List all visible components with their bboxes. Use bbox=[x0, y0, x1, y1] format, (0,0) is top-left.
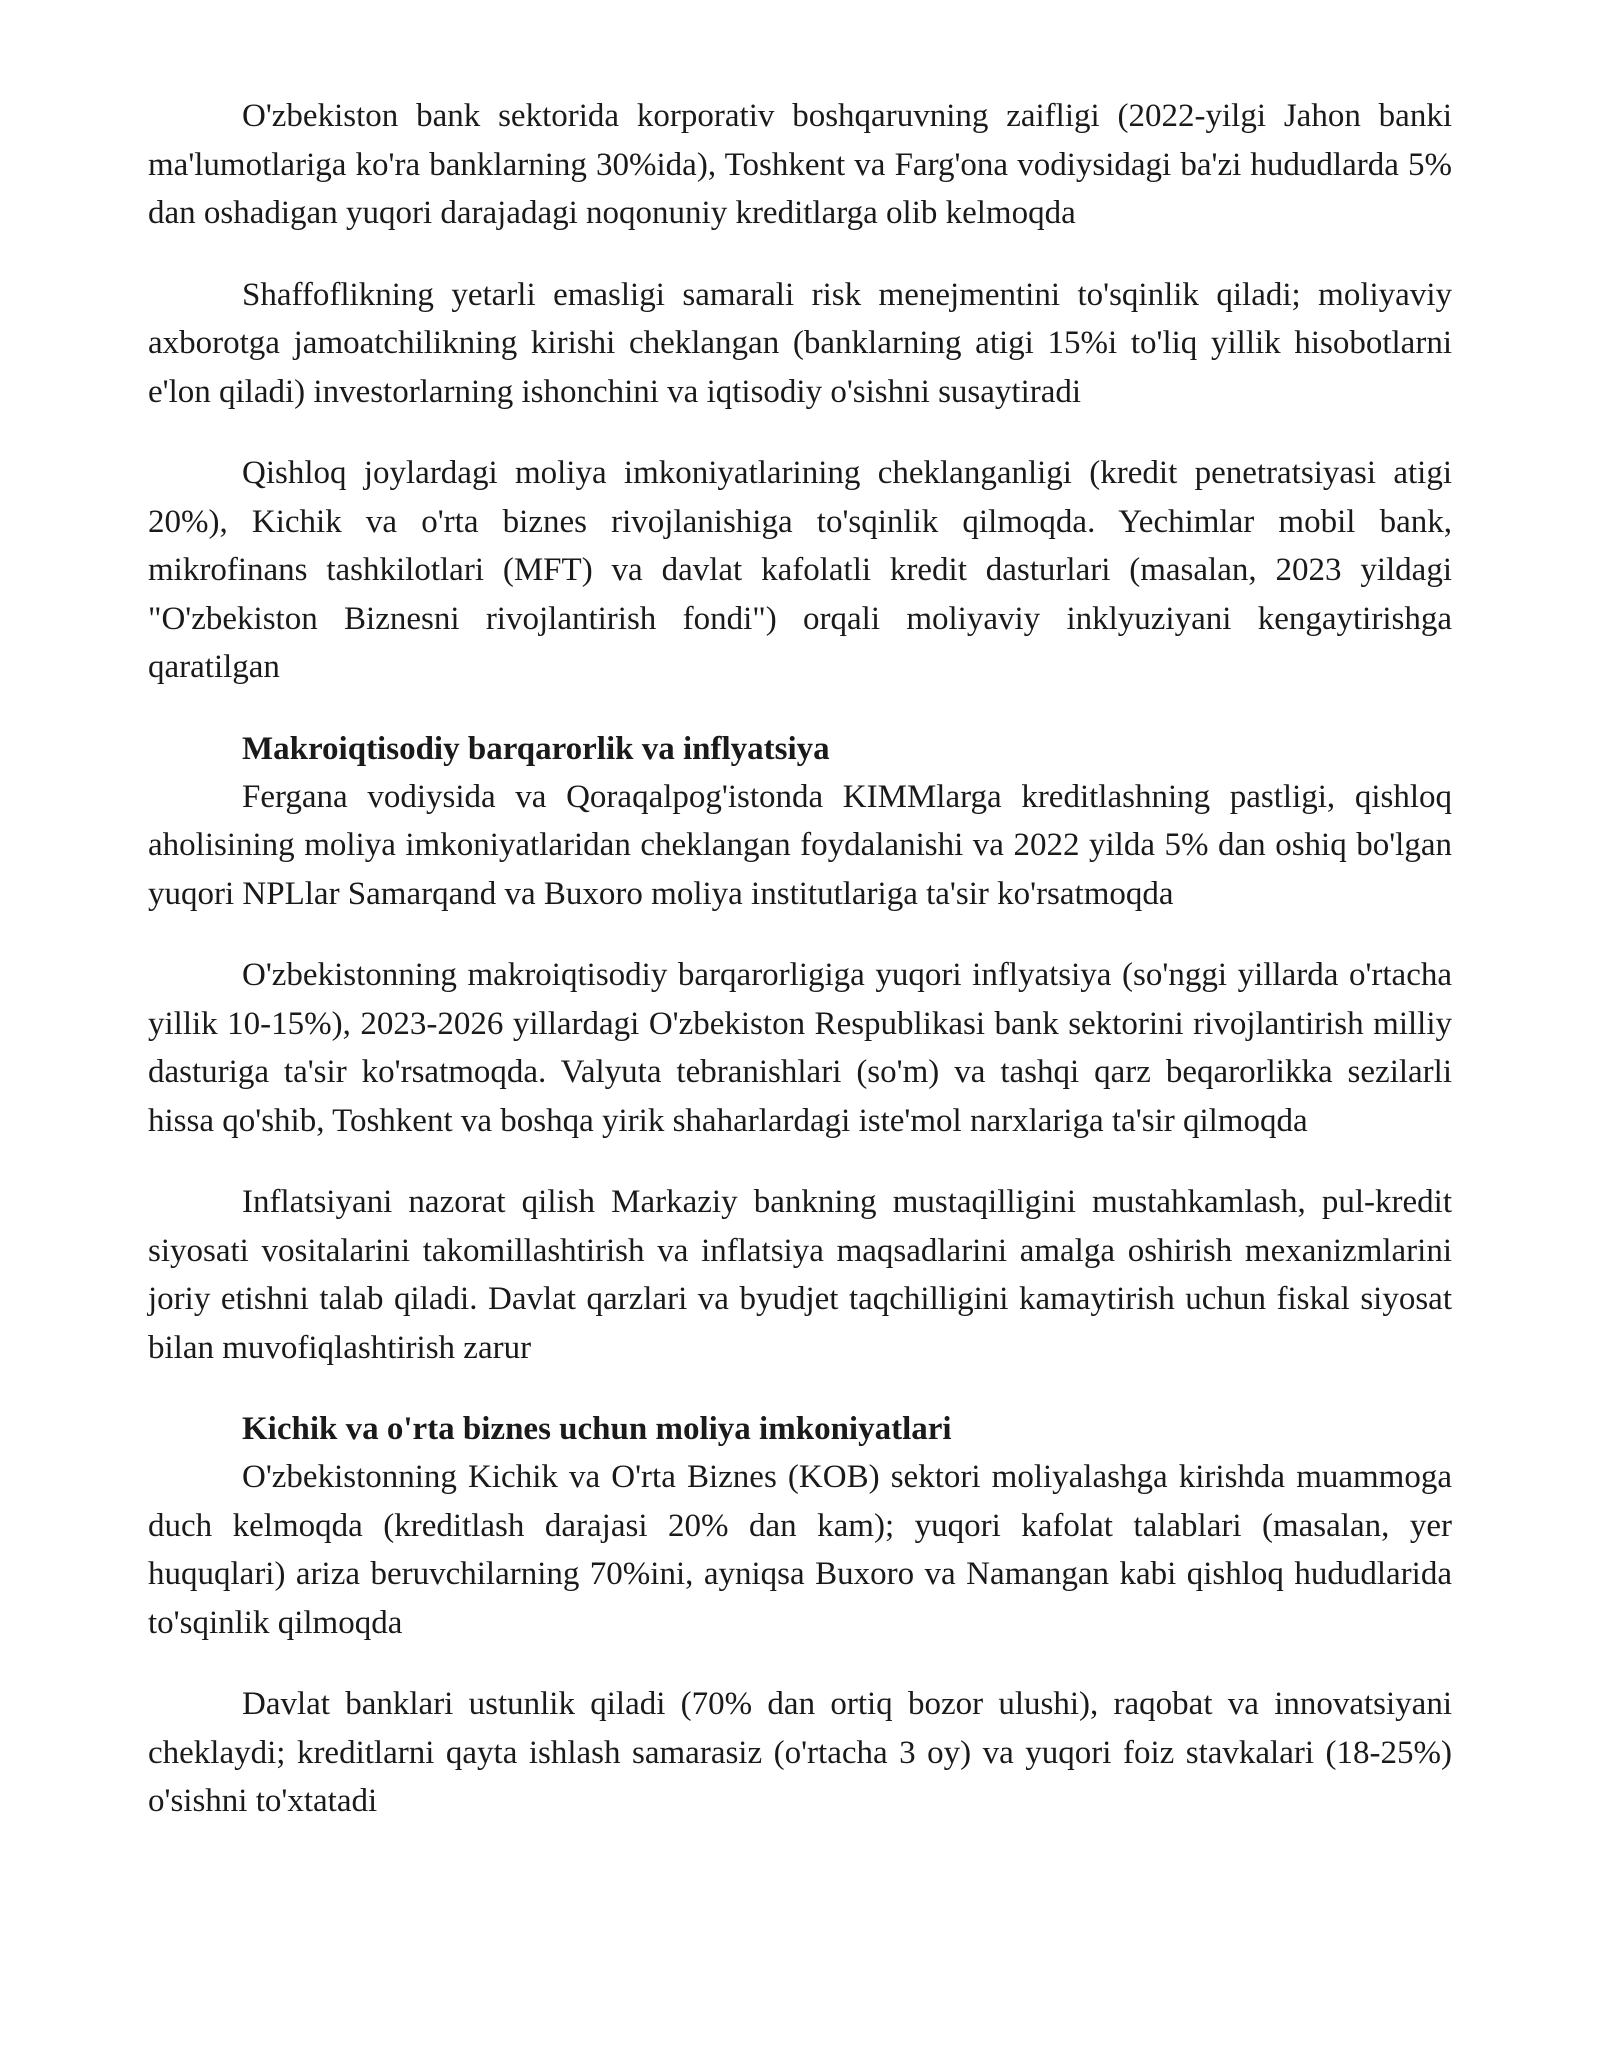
paragraph-rural-finance: Qishloq joylardagi moliya imkoniyatlarining cheklanganligi (kredit penetratsiyasi atigi 20%), Kichik va o'rta biznes rivojlanishiga to'sqinlik qilmoqda. Yechimlar mobil bank, mikrofinans tashkilotlari (MFT) va davlat kafolatli kredit dasturlari (masalan, 2023 yildagi "O'zbekiston Biznesni rivojlantirish fondi") orqali moliyaviy inklyuziyani kengaytirishga qaratilgan bbox=[148, 455, 1452, 685]
document-page bbox=[148, 92, 1452, 1859]
paragraph-state-banks: Davlat banklari ustunlik qiladi (70% dan ortiq bozor ulushi), raqobat va innovatsiyani cheklaydi; kreditlarni qayta ishlash samarasiz (o'rtacha 3 oy) va yuqori foiz stavkalari (18-25%) o'sishni to'xtatadi bbox=[148, 1686, 1452, 1819]
paragraph-fergana: Fergana vodiysida va Qoraqalpog'istonda KIMMlarga kreditlashning pastligi, qishloq aholisining moliya imkoniyatlaridan cheklangan foydalanishi va 2022 yilda 5% dan oshiq bo'lgan yuqori NPLlar Samarqand va Buxoro moliya institutlariga ta'sir ko'rsatmoqda bbox=[148, 778, 1452, 912]
paragraph-inflation-control: Inflatsiyani nazorat qilish Markaziy bankning mustaqilligini mustahkamlash, pul-kredit siyosati vositalarini takomillashtirish va inflatsiya maqsadlarini amalga oshirish mexanizmlarini joriy etishni talab qiladi. Davlat qarzlari va byudjet taqchilligini kamaytirish uchun fiskal siyosat bilan muvofiqlashtirish zarur bbox=[148, 1184, 1452, 1366]
heading-sme-finance: Kichik va o'rta biznes uchun moliya imkoniyatlari bbox=[242, 1411, 952, 1447]
paragraph-governance: O'zbekiston bank sektorida korporativ boshqaruvning zaifligi (2022-yilgi Jahon banki ma'lumotlariga ko'ra banklarning 30%ida), Toshkent va Farg'ona vodiysidagi ba'zi hududlarda 5% dan oshadigan yuqori darajadagi noqonuniy kreditlarga olib kelmoqda bbox=[148, 98, 1452, 231]
heading-macro-stability: Makroiqtisodiy barqarorlik va inflyatsiya bbox=[242, 730, 830, 767]
paragraph-transparency: Shaffoflikning yetarli emasligi samarali risk menejmentini to'sqinlik qiladi; moliyaviy axborotga jamoatchilikning kirishi cheklangan (banklarning atigi 15%i to'liq yillik hisobotlarni e'lon qiladi) investorlarning ishonchini va iqtisodiy o'sishni susaytiradi bbox=[148, 276, 1452, 410]
paragraph-sme-sector: O'zbekistonning Kichik va O'rta Biznes (KOB) sektori moliyalashga kirishda muammoga duch kelmoqda (kreditlash darajasi 20% dan kam); yuqori kafolat talablari (masalan, yer huquqlari) ariza beruvchilarning 70%ini, ayniqsa Buxoro va Namangan kabi qishloq hududlarida to'sqinlik qilmoqda bbox=[148, 1459, 1452, 1641]
paragraph-inflation: O'zbekistonning makroiqtisodiy barqarorligiga yuqori inflyatsiya (so'nggi yillarda o'rtacha yillik 10-15%), 2023-2026 yillardagi O'zbekiston Respublikasi bank sektorini rivojlantirish milliy dasturiga ta'sir ko'rsatmoqda. Valyuta tebranishlari (so'm) va tashqi qarz beqarorlikka sezilarli hissa qo'shib, Toshkent va boshqa yirik shaharlardagi iste'mol narxlariga ta'sir qilmoqda bbox=[148, 957, 1452, 1139]
